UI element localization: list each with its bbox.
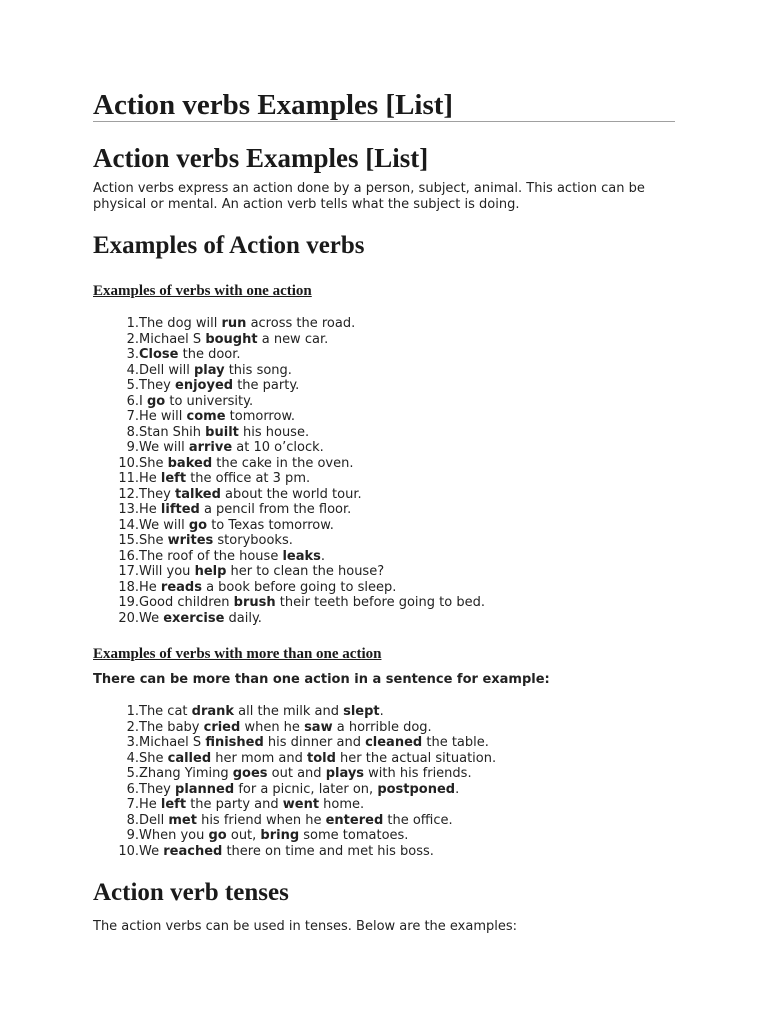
sentence-fragment: for a picnic, later on, [234,781,378,797]
sentence-fragment: He [139,502,161,517]
sentence-fragment: When you [139,828,209,843]
sentence-fragment: his friend when he [196,812,326,828]
action-verb: drank [191,704,235,719]
action-verb: reached [163,843,223,859]
list-item-number: 20. [118,610,139,626]
list-item-text [139,828,408,844]
list-item-number: 16. [118,548,139,564]
list-item [93,766,496,782]
sentence-fragment: He [139,579,161,595]
list-item-number: 11. [118,471,139,486]
one-action-list [93,316,485,626]
list-item-number: 9. [126,440,139,455]
sentence-fragment: storybooks. [213,533,293,548]
tenses-heading: Action verb tenses [93,879,289,906]
sentence-fragment: the party. [233,378,300,393]
action-verb: cleaned [365,735,423,750]
list-item-number: 2. [126,331,139,347]
list-item [93,549,485,565]
list-item-number: 14. [118,517,139,533]
sentence-fragment: Michael S [139,735,206,750]
action-verb: goes [232,766,268,781]
action-verb: Close [139,347,179,362]
sentence-fragment: the office at 3 pm. [186,471,311,486]
sentence-fragment: The cat [139,704,192,719]
action-verb: left [160,797,187,812]
list-item-number: 7. [126,797,139,812]
one-action-subheading: Examples of verbs with one action [93,283,312,299]
sentence-fragment: She [139,533,168,548]
sentence-fragment: I [139,393,147,409]
sentence-fragment: Michael S [139,331,206,347]
list-item [93,704,496,720]
list-item [93,580,485,596]
sentence-fragment: to university. [165,393,254,409]
list-item-text [139,363,292,379]
list-item-text [139,332,328,348]
list-item [93,440,485,456]
action-verb: talked [175,486,221,502]
sentence-fragment: out, [226,828,261,843]
list-item-text [139,378,299,394]
article-heading: Action verbs Examples [List] [93,143,429,173]
list-item [93,471,485,487]
action-verb: built [205,424,239,440]
list-item-number: 5. [126,766,139,781]
sentence-fragment: . [379,704,384,719]
list-item-text [139,347,241,363]
sentence-fragment: this song. [224,362,292,378]
examples-heading: Examples of Action verbs [93,232,365,259]
list-item-text [139,456,354,472]
list-item-number: 13. [118,502,139,517]
action-verb: saw [304,719,333,735]
sentence-fragment: They [139,378,176,393]
tenses-paragraph: The action verbs can be used in tenses. Below are the examples: [93,919,518,934]
sentence-fragment: He will [139,409,187,424]
action-verb: exercise [163,610,225,626]
sentence-fragment: her to clean the house? [226,564,385,579]
list-item-text [139,440,324,456]
list-item-number: 8. [126,424,139,440]
action-verb: enjoyed [175,378,234,393]
sentence-fragment: Dell [139,812,169,828]
list-item-number: 6. [126,393,139,409]
list-item [93,378,485,394]
action-verb: go [208,828,227,843]
list-item [93,844,496,860]
action-verb: planned [175,781,235,797]
action-verb: met [168,812,197,828]
sentence-fragment: She [139,455,168,471]
action-verb: arrive [188,440,233,455]
sentence-fragment: a horrible dog. [332,719,432,735]
list-item [93,735,496,751]
list-item [93,394,485,410]
list-item-text [139,844,434,860]
action-verb: entered [325,812,384,828]
list-item [93,828,496,844]
multi-action-note: There can be more than one action in a sentence for example: [93,672,550,687]
list-item [93,347,485,363]
action-verb: go [146,393,166,409]
list-item-text [139,813,453,829]
sentence-fragment: his dinner and [263,735,366,750]
list-item-number: 1. [126,316,139,331]
list-item-text [139,704,384,720]
sentence-fragment: We will [139,440,189,455]
list-item-number: 5. [126,378,139,393]
list-item [93,782,496,798]
list-item-text [139,409,295,425]
sentence-fragment: Stan Shih [139,424,206,440]
list-item-number: 3. [126,347,139,362]
action-verb: go [188,517,208,533]
list-item [93,813,496,829]
list-item-text [139,533,293,549]
sentence-fragment: the table. [422,735,489,750]
list-item-text [139,502,351,518]
list-item-text [139,751,496,767]
list-item-text [139,487,362,503]
list-item-text [139,766,472,782]
action-verb: reads [160,579,202,595]
list-item-text [139,735,489,751]
list-item [93,751,496,767]
sentence-fragment: across the road. [246,316,356,331]
list-item-text [139,595,485,611]
intro-paragraph: Action verbs express an action done by a person, subject, animal. This action can be physical or mental. An action verb tells what the subject is doing. [93,181,645,212]
list-item-number: 2. [126,719,139,735]
list-item-number: 10. [118,455,139,471]
sentence-fragment: . [455,781,460,797]
list-item-number: 3. [126,735,139,750]
list-item-text [139,394,253,410]
action-verb: called [167,750,212,766]
list-item [93,409,485,425]
list-item-text [139,782,459,798]
list-item-number: 1. [126,704,139,719]
sentence-fragment: We will [139,517,189,533]
action-verb: brush [233,595,276,610]
list-item [93,611,485,627]
list-item-number: 6. [126,781,139,797]
sentence-fragment: with his friends. [364,766,472,781]
action-verb: cried [203,719,241,735]
list-item [93,425,485,441]
sentence-fragment: tomorrow. [225,409,296,424]
list-item-text [139,425,309,441]
list-item [93,518,485,534]
list-item-number: 19. [118,595,139,610]
sentence-fragment: a pencil from the floor. [199,502,352,517]
sentence-fragment: We [139,843,164,859]
list-item-text [139,549,325,565]
action-verb: bought [205,331,258,347]
sentence-fragment: He [139,471,161,486]
sentence-fragment: a new car. [257,331,329,347]
action-verb: come [186,409,226,424]
sentence-fragment: there on time and met his boss. [222,843,434,859]
sentence-fragment: He [139,797,161,812]
sentence-fragment: out and [267,766,326,781]
list-item [93,533,485,549]
sentence-fragment: daily. [224,610,262,626]
sentence-fragment: a book before going to sleep. [201,579,397,595]
sentence-fragment: her mom and [211,750,307,766]
list-item [93,502,485,518]
list-item-text [139,471,310,487]
sentence-fragment: when he [240,719,305,735]
sentence-fragment: Zhang Yiming [139,766,233,781]
action-verb: lifted [160,502,200,517]
list-item-number: 8. [126,812,139,828]
list-item [93,487,485,503]
sentence-fragment: home. [319,797,365,812]
list-item-text [139,518,334,534]
list-item [93,363,485,379]
list-item [93,456,485,472]
action-verb: leaks [282,548,321,564]
sentence-fragment: The baby [139,719,204,735]
action-verb: writes [167,533,214,548]
sentence-fragment: about the world tour. [220,486,362,502]
sentence-fragment: The dog will [139,316,222,331]
action-verb: left [160,471,187,486]
action-verb: went [282,797,320,812]
sentence-fragment: Will you [139,564,195,579]
list-item-number: 10. [118,843,139,859]
multi-action-list [93,704,496,859]
sentence-fragment: They [139,781,176,797]
sentence-fragment: the door. [178,347,241,362]
sentence-fragment: The roof of the house [139,548,283,564]
title-divider [93,121,675,122]
action-verb: play [193,362,225,378]
list-item-text [139,797,364,813]
sentence-fragment: We [139,610,164,626]
list-item-number: 12. [118,486,139,502]
list-item [93,595,485,611]
sentence-fragment: some tomatoes. [299,828,409,843]
action-verb: bring [260,828,300,843]
list-item-text [139,611,262,627]
sentence-fragment: They [139,486,176,502]
list-item-number: 4. [126,750,139,766]
list-item [93,332,485,348]
sentence-fragment: at 10 o’clock. [232,440,324,455]
list-item [93,316,485,332]
sentence-fragment: Good children [139,595,234,610]
list-item-text [139,580,396,596]
sentence-fragment: all the milk and [234,704,344,719]
list-item-number: 4. [126,362,139,378]
sentence-fragment: her the actual situation. [335,750,497,766]
action-verb: run [221,316,247,331]
sentence-fragment: their teeth before going to bed. [275,595,485,610]
action-verb: plays [325,766,365,781]
list-item-text [139,564,384,580]
list-item-number: 7. [126,409,139,424]
sentence-fragment: his house. [238,424,310,440]
list-item-text [139,720,432,736]
sentence-fragment: the office. [383,812,453,828]
list-item-number: 9. [126,828,139,843]
action-verb: help [194,564,227,579]
list-item-number: 18. [118,579,139,595]
list-item [93,720,496,736]
action-verb: postponed [377,781,456,797]
action-verb: slept [343,704,380,719]
sentence-fragment: to Texas tomorrow. [207,517,334,533]
sentence-fragment: She [139,750,168,766]
list-item [93,564,485,580]
sentence-fragment: the cake in the oven. [212,455,354,471]
sentence-fragment: the party and [186,797,283,812]
list-item [93,797,496,813]
list-item-number: 17. [118,564,139,579]
page-title: Action verbs Examples [List] [93,89,454,121]
sentence-fragment: . [320,548,326,564]
list-item-number: 15. [118,533,139,548]
sentence-fragment: Dell will [139,362,194,378]
action-verb: told [307,750,336,766]
multi-action-subheading: Examples of verbs with more than one action [93,646,382,662]
list-item-text [139,316,355,332]
action-verb: finished [205,735,264,750]
action-verb: baked [167,455,213,471]
